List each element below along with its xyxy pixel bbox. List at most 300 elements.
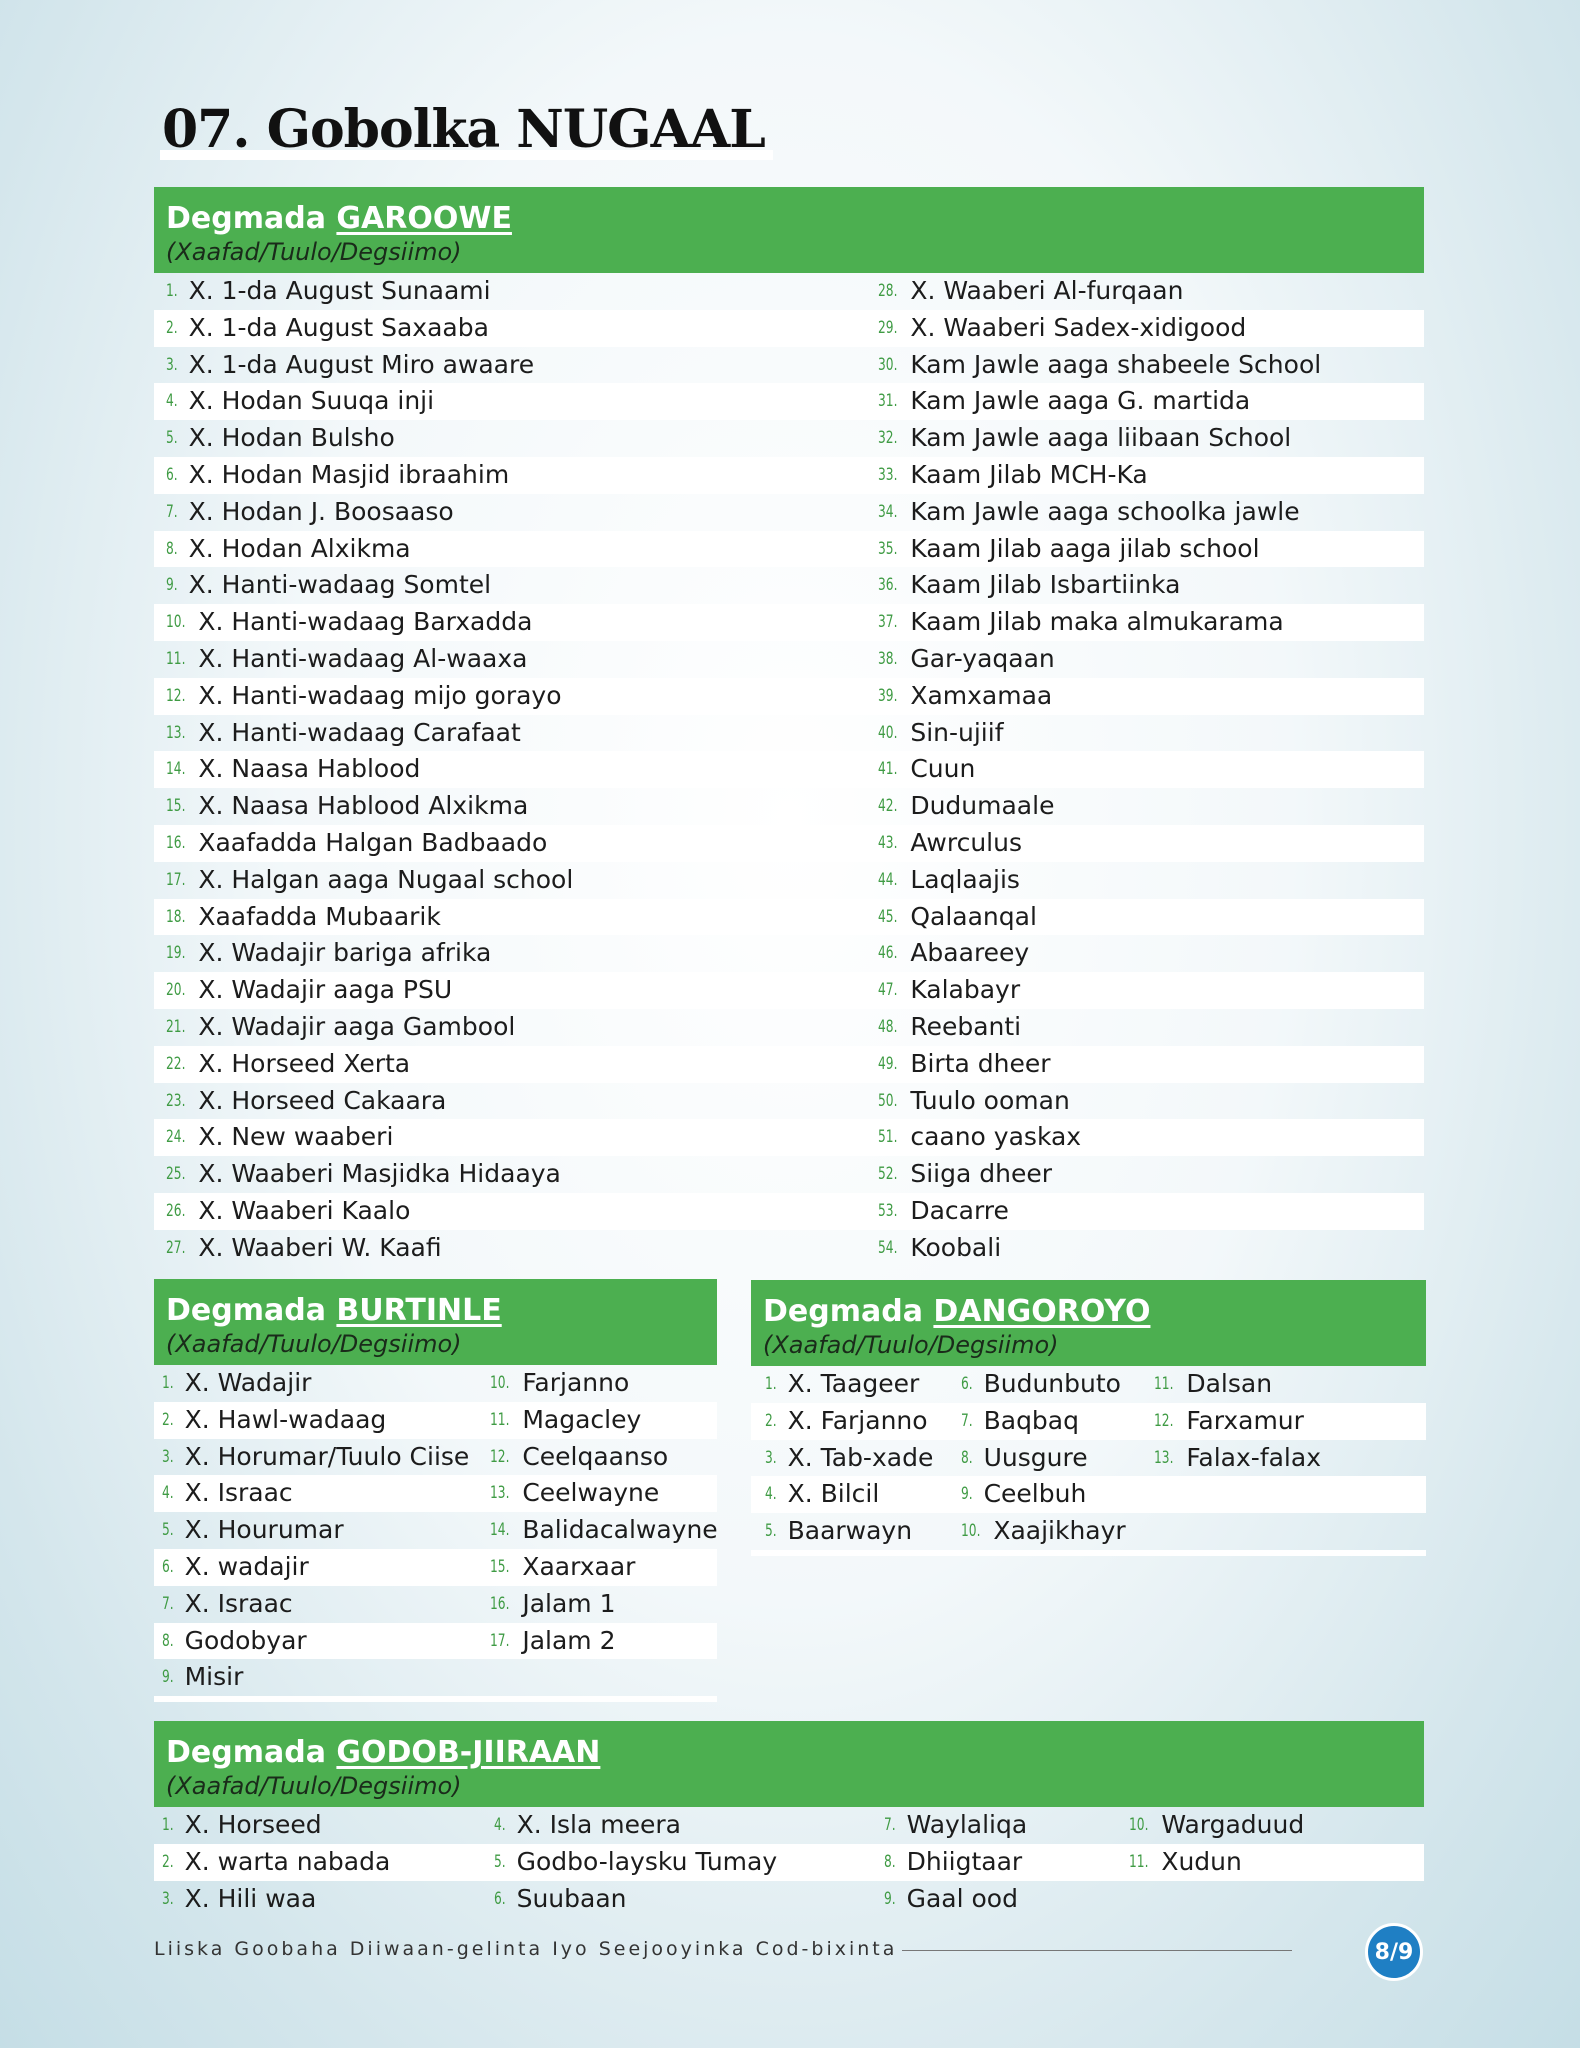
item-number: 46. [878, 943, 898, 964]
list-row [154, 420, 1424, 457]
item-number: 25. [166, 1164, 186, 1185]
item-number: 3. [765, 1447, 777, 1468]
item-number: 5. [765, 1521, 777, 1542]
item-label: Xaajikhayr [993, 1516, 1126, 1546]
list-item [162, 1881, 316, 1918]
list-row [154, 715, 1424, 752]
page-title: 07. Gobolka NUGAAL [160, 100, 773, 160]
list-item [494, 1844, 777, 1881]
list-item [166, 457, 509, 494]
list-item [490, 1475, 659, 1512]
item-number: 41. [878, 759, 898, 780]
list-item [878, 1009, 1021, 1046]
section-bottom-bar [751, 1550, 1426, 1556]
item-number: 1. [166, 281, 178, 301]
item-number: 14. [490, 1520, 510, 1541]
item-number: 49. [878, 1053, 898, 1074]
list-row [154, 788, 1424, 825]
list-item [878, 678, 1052, 715]
list-item [166, 825, 547, 862]
item-number: 5. [162, 1520, 174, 1541]
title-prefix: Degmada [763, 1294, 923, 1329]
section-title [166, 1735, 1412, 1771]
section-godob-jiiraan [154, 1721, 1424, 1917]
item-label: X. Isla meera [516, 1810, 681, 1839]
item-number: 50. [878, 1090, 898, 1111]
item-number: 7. [162, 1593, 174, 1614]
item-label: Dhiigtaar [906, 1846, 1023, 1876]
item-number: 4. [162, 1483, 174, 1504]
item-label: X. Wadajir aaga Gambool [198, 1011, 516, 1041]
list-item [162, 1807, 322, 1844]
item-label: Godobyar [184, 1625, 307, 1655]
list-item [878, 1193, 1009, 1230]
item-label: X. 1-da August Saxaaba [188, 312, 489, 342]
item-label: X. Israac [184, 1478, 293, 1508]
list-item [166, 1083, 446, 1120]
item-number: 54. [878, 1237, 898, 1258]
list-row [154, 531, 1424, 568]
item-number: 11. [1154, 1374, 1174, 1394]
item-label: Xaafadda Halgan Badbaado [198, 827, 548, 857]
item-label: X. Waaberi Al-furqaan [910, 276, 1184, 305]
list-row [154, 383, 1424, 420]
item-number: 13. [1154, 1447, 1174, 1468]
item-label: Kaam Jilab Isbartiinka [910, 570, 1181, 600]
list-item [166, 1193, 410, 1230]
item-number: 19. [166, 943, 186, 964]
item-label: Xudun [1161, 1846, 1242, 1876]
item-number: 31. [878, 391, 898, 412]
item-label: X. Bilcil [787, 1479, 880, 1509]
item-label: X. Waaberi Sadex-xidigood [910, 312, 1247, 342]
item-number: 4. [494, 1815, 506, 1835]
district-name: GODOB-JIIRAAN [336, 1735, 601, 1770]
item-label: X. Hanti-wadaag Barxadda [198, 607, 533, 637]
item-label: Koobali [910, 1232, 1002, 1262]
list-row [154, 1402, 717, 1439]
list-row [154, 1659, 717, 1696]
item-list [154, 273, 1424, 1267]
item-label: X. Hanti-wadaag mijo gorayo [198, 680, 562, 710]
item-number: 13. [490, 1483, 510, 1504]
item-number: 7. [961, 1410, 973, 1431]
list-item [765, 1513, 912, 1550]
list-item [878, 972, 1020, 1009]
list-row [154, 862, 1424, 899]
list-item [490, 1512, 718, 1549]
item-number: 18. [166, 906, 186, 927]
item-number: 34. [878, 501, 898, 522]
item-label: X. Horseed Cakaara [198, 1085, 447, 1115]
item-number: 27. [166, 1237, 186, 1258]
item-number: 17. [490, 1630, 510, 1651]
list-item [765, 1440, 933, 1477]
item-label: Laqlaajis [910, 864, 1020, 894]
item-number: 12. [490, 1446, 510, 1467]
list-row [154, 347, 1424, 384]
item-number: 23. [166, 1090, 186, 1111]
list-row [154, 1844, 1424, 1881]
item-label: X. Horseed Xerta [198, 1048, 411, 1078]
list-row [751, 1440, 1426, 1477]
list-item [878, 825, 1022, 862]
item-label: Birta dheer [910, 1048, 1051, 1078]
list-item [878, 347, 1321, 384]
item-label: Jalam 2 [522, 1625, 616, 1655]
list-item [878, 862, 1020, 899]
list-item [878, 1119, 1081, 1156]
section-garoowe [154, 187, 1424, 1267]
item-number: 35. [878, 538, 898, 559]
list-item [166, 972, 452, 1009]
footer-text: Liiska Goobaha Diiwaan-gelinta Iyo Seejooyinka Cod-bixinta [154, 1938, 898, 1960]
list-item [1154, 1403, 1304, 1440]
list-item [1129, 1844, 1242, 1881]
item-number: 15. [490, 1556, 510, 1577]
list-item [162, 1439, 469, 1476]
item-number: 51. [878, 1127, 898, 1148]
item-label: X. Naasa Hablood Alxikma [198, 791, 529, 821]
item-number: 40. [878, 722, 898, 743]
list-row [154, 1009, 1424, 1046]
list-item [490, 1439, 668, 1476]
list-item [765, 1476, 879, 1513]
item-number: 7. [166, 501, 178, 522]
list-item [162, 1623, 307, 1660]
item-number: 45. [878, 906, 898, 927]
list-item [490, 1623, 616, 1660]
item-number: 1. [162, 1373, 174, 1393]
list-row [154, 1512, 717, 1549]
list-item [166, 1119, 393, 1156]
item-number: 1. [162, 1815, 174, 1835]
list-row [154, 1881, 1424, 1918]
list-item [878, 788, 1054, 825]
list-item [166, 899, 441, 936]
item-number: 8. [166, 538, 178, 559]
list-row [751, 1513, 1426, 1550]
list-item [166, 1009, 515, 1046]
item-number: 8. [961, 1447, 973, 1468]
list-row [154, 1475, 717, 1512]
list-item [166, 1156, 561, 1193]
list-row [154, 972, 1424, 1009]
list-row [154, 935, 1424, 972]
item-label: Kam Jawle aaga shabeele School [910, 349, 1322, 379]
item-label: X. Hodan J. Boosaaso [188, 496, 454, 526]
list-row [154, 1623, 717, 1660]
section-burtinle [154, 1279, 717, 1696]
item-number: 30. [878, 354, 898, 375]
section-header [751, 1280, 1426, 1366]
item-label: Wargaduud [1161, 1810, 1305, 1839]
list-row [154, 1439, 717, 1476]
list-item [884, 1844, 1022, 1881]
list-row [154, 1119, 1424, 1156]
item-number: 10. [1129, 1815, 1149, 1835]
item-number: 6. [961, 1374, 973, 1394]
list-item [878, 420, 1291, 457]
section-title [166, 201, 1412, 237]
item-label: Xaarxaar [522, 1551, 636, 1581]
item-label: X. Waaberi Masjidka Hidaaya [198, 1159, 561, 1189]
list-row [154, 1193, 1424, 1230]
list-item [162, 1402, 386, 1439]
item-number: 39. [878, 685, 898, 706]
list-item [166, 273, 491, 310]
list-item [878, 641, 1055, 678]
item-number: 12. [1154, 1410, 1174, 1431]
item-number: 1. [765, 1374, 777, 1394]
list-item [1154, 1440, 1321, 1477]
item-label: Awrculus [910, 827, 1022, 857]
list-item [162, 1844, 390, 1881]
list-item [166, 935, 491, 972]
list-item [878, 273, 1183, 310]
item-label: X. Farjanno [787, 1405, 928, 1435]
list-item [490, 1402, 641, 1439]
list-row [751, 1366, 1426, 1403]
item-label: X. Tab-xade [787, 1442, 934, 1472]
list-item [166, 383, 434, 420]
item-number: 11. [490, 1409, 510, 1430]
item-list [751, 1366, 1426, 1550]
list-item [490, 1549, 635, 1586]
list-item [878, 1156, 1052, 1193]
item-label: X. Hourumar [184, 1515, 344, 1545]
item-label: Qalaanqal [910, 901, 1037, 931]
item-number: 17. [166, 869, 186, 890]
item-number: 53. [878, 1200, 898, 1221]
item-label: Gar-yaqaan [910, 643, 1055, 673]
list-item [765, 1403, 928, 1440]
item-number: 16. [166, 832, 186, 853]
item-label: Godbo-laysku Tumay [516, 1846, 778, 1876]
item-label: Ceelbuh [983, 1479, 1087, 1509]
item-label: Uusgure [983, 1442, 1088, 1472]
item-label: X. Wadajir aaga PSU [198, 975, 453, 1005]
list-row [154, 899, 1424, 936]
section-header [154, 187, 1424, 273]
list-item [878, 1083, 1070, 1120]
item-label: Cuun [910, 754, 976, 784]
item-label: Kam Jawle aaga G. martida [910, 386, 1251, 416]
list-item [878, 531, 1260, 568]
item-label: Dudumaale [910, 791, 1055, 821]
item-label: X. Hanti-wadaag Carafaat [198, 717, 521, 747]
list-item [166, 678, 562, 715]
item-label: Siiga dheer [910, 1159, 1052, 1189]
item-label: X. 1-da August Miro awaare [188, 349, 535, 379]
list-row [154, 641, 1424, 678]
district-name: DANGOROYO [933, 1294, 1151, 1329]
list-item [878, 567, 1180, 604]
item-label: Ceelwayne [522, 1478, 660, 1508]
item-label: Kalabayr [910, 975, 1021, 1005]
list-item [162, 1365, 311, 1402]
item-number: 21. [166, 1016, 186, 1037]
item-label: X. warta nabada [184, 1846, 391, 1876]
list-item [166, 751, 420, 788]
list-row [751, 1403, 1426, 1440]
list-item [1154, 1366, 1272, 1403]
item-number: 20. [166, 980, 186, 1001]
list-item [162, 1549, 309, 1586]
item-number: 24. [166, 1127, 186, 1148]
item-number: 43. [878, 832, 898, 853]
list-item [961, 1513, 1126, 1550]
item-number: 52. [878, 1164, 898, 1185]
section-header [154, 1721, 1424, 1807]
item-number: 32. [878, 428, 898, 449]
item-number: 14. [166, 759, 186, 780]
list-item [878, 310, 1246, 347]
item-number: 16. [490, 1593, 510, 1614]
list-item [166, 494, 454, 531]
item-number: 11. [166, 648, 186, 669]
item-label: Budunbuto [983, 1369, 1121, 1398]
list-item [878, 715, 1004, 752]
list-item [166, 1046, 410, 1083]
list-row [154, 1549, 717, 1586]
item-label: Kaam Jilab aaga jilab school [910, 533, 1260, 563]
list-item [490, 1365, 629, 1402]
item-label: X. Hodan Bulsho [188, 423, 395, 453]
list-item [961, 1366, 1121, 1403]
item-number: 13. [166, 722, 186, 743]
list-row [154, 1230, 1424, 1267]
item-number: 2. [765, 1410, 777, 1431]
item-label: X. Halgan aaga Nugaal school [198, 864, 574, 894]
section-title [763, 1294, 1414, 1330]
item-number: 48. [878, 1016, 898, 1037]
list-item [162, 1659, 243, 1696]
section-subtitle: (Xaafad/Tuulo/Degsiimo) [763, 1331, 1059, 1359]
district-name: BURTINLE [336, 1293, 502, 1328]
list-item [166, 567, 491, 604]
item-label: X. Taageer [787, 1369, 920, 1398]
item-label: Baqbaq [983, 1405, 1079, 1435]
item-number: 3. [166, 354, 178, 375]
item-number: 8. [884, 1851, 896, 1872]
item-label: Reebanti [910, 1011, 1022, 1041]
list-row [154, 1807, 1424, 1844]
item-number: 4. [166, 391, 178, 412]
item-list [154, 1807, 1424, 1917]
item-number: 6. [494, 1888, 506, 1909]
item-label: X. New waaberi [198, 1122, 394, 1152]
item-number: 3. [162, 1888, 174, 1909]
item-label: Xaafadda Mubaarik [198, 901, 441, 931]
list-item [490, 1586, 616, 1623]
title-prefix: Degmada [166, 1735, 326, 1770]
item-label: X. Hodan Suuqa inji [188, 386, 435, 416]
item-label: X. Hodan Masjid ibraahim [188, 459, 510, 489]
item-number: 22. [166, 1053, 186, 1074]
item-number: 33. [878, 464, 898, 485]
list-item [166, 641, 527, 678]
item-number: 10. [490, 1373, 510, 1393]
item-label: Baarwayn [787, 1516, 913, 1546]
item-label: Misir [184, 1662, 244, 1692]
item-number: 42. [878, 796, 898, 817]
list-row [154, 604, 1424, 641]
section-dangoroyo [751, 1280, 1426, 1550]
item-number: 8. [162, 1630, 174, 1651]
list-item [878, 604, 1284, 641]
list-item [878, 1230, 1001, 1267]
list-item [166, 715, 521, 752]
list-item [162, 1586, 293, 1623]
item-label: Dacarre [910, 1195, 1009, 1225]
item-label: Kaam Jilab MCH-Ka [910, 459, 1148, 489]
list-row [154, 567, 1424, 604]
item-label: X. Hili waa [184, 1883, 317, 1913]
list-item [878, 383, 1250, 420]
item-number: 12. [166, 685, 186, 706]
item-label: X. Horseed [184, 1810, 322, 1839]
item-label: Abaareey [910, 938, 1030, 968]
item-number: 26. [166, 1200, 186, 1221]
list-row [154, 494, 1424, 531]
item-label: Farjanno [522, 1368, 630, 1397]
item-number: 9. [961, 1484, 973, 1505]
item-number: 11. [1129, 1851, 1149, 1872]
item-label: X. Horumar/Tuulo Ciise [184, 1441, 470, 1471]
item-label: X. Wadajir bariga afrika [198, 938, 492, 968]
title-prefix: Degmada [166, 1293, 326, 1328]
list-item [961, 1476, 1086, 1513]
list-row [154, 1046, 1424, 1083]
list-item [494, 1881, 627, 1918]
item-number: 2. [166, 317, 178, 338]
item-number: 4. [765, 1484, 777, 1505]
list-item [961, 1403, 1079, 1440]
item-number: 37. [878, 612, 898, 633]
item-label: Sin-ujiif [910, 717, 1004, 747]
list-item [961, 1440, 1088, 1477]
list-item [166, 310, 489, 347]
footer-divider [902, 1950, 1292, 1951]
item-number: 28. [878, 281, 898, 301]
page-number-badge: 8/9 [1365, 1923, 1423, 1981]
item-number: 15. [166, 796, 186, 817]
item-number: 36. [878, 575, 898, 596]
item-label: Dalsan [1186, 1369, 1273, 1398]
list-item [878, 899, 1037, 936]
list-item [166, 347, 534, 384]
item-number: 6. [162, 1556, 174, 1577]
item-number: 5. [166, 428, 178, 449]
item-label: X. Hanti-wadaag Somtel [188, 570, 492, 600]
item-label: caano yaskax [910, 1122, 1082, 1152]
list-row [154, 1156, 1424, 1193]
list-row [154, 1365, 717, 1402]
list-item [1129, 1807, 1304, 1844]
item-number: 7. [884, 1815, 896, 1835]
section-subtitle: (Xaafad/Tuulo/Degsiimo) [166, 1330, 462, 1358]
list-row [154, 751, 1424, 788]
item-label: X. 1-da August Sunaami [188, 276, 491, 305]
list-item [166, 531, 411, 568]
list-item [878, 935, 1029, 972]
item-number: 38. [878, 648, 898, 669]
list-item [166, 1230, 442, 1267]
item-label: X. wadajir [184, 1551, 309, 1581]
list-item [162, 1475, 293, 1512]
item-number: 44. [878, 869, 898, 890]
